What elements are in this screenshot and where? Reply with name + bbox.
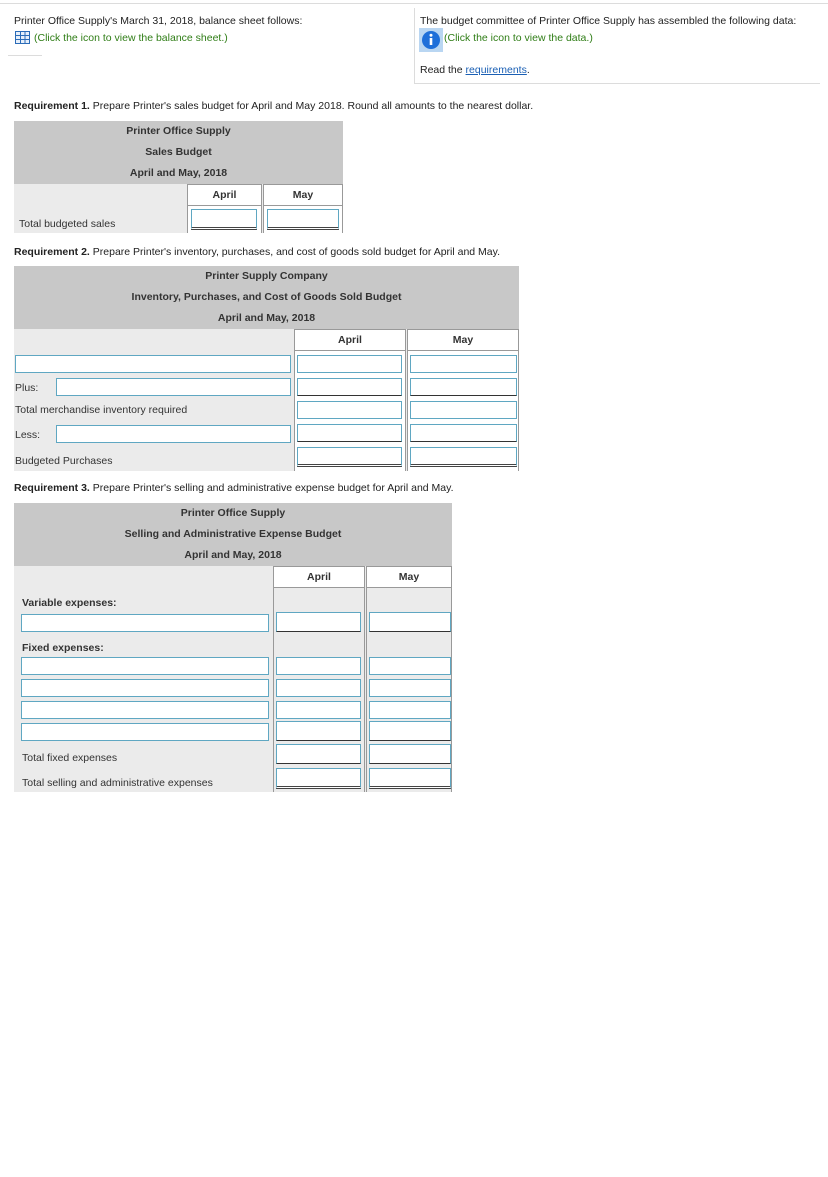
info-icon[interactable] (419, 28, 443, 52)
sa-fixed2-may-input[interactable] (369, 679, 451, 697)
top-divider (0, 3, 828, 4)
inventory-budget-header (14, 266, 519, 329)
balance-sheet-link[interactable]: (Click the icon to view the balance sheet.) (34, 32, 228, 44)
sa-fixed3-label-input[interactable] (21, 701, 269, 719)
req2-desc: Prepare Printer's inventory, purchases, and cost of goods sold budget for April and May. (89, 246, 501, 258)
budget-data-link[interactable]: (Click the icon to view the data.) (444, 32, 593, 44)
inv-budgeted-purchases-label: Budgeted Purchases (15, 455, 113, 467)
inv-row1-april-input[interactable] (297, 355, 402, 373)
req2-label: Requirement 2. (14, 246, 90, 258)
sales-april-input[interactable] (191, 209, 257, 230)
sa-fixed1-label-input[interactable] (21, 657, 269, 675)
sa-fixed-label: Fixed expenses: (22, 642, 104, 654)
right-panel-divider (414, 83, 820, 84)
sa-budget-header (14, 503, 452, 566)
inv-less-label-input[interactable] (56, 425, 291, 443)
inv-less-april-input[interactable] (297, 424, 402, 442)
sales-title-period: April and May, 2018 (129, 167, 228, 179)
sa-total-label: Total selling and administrative expenses (22, 777, 213, 789)
sa-title-budget: Selling and Administrative Expense Budget (124, 528, 342, 540)
inv-row1-label-input[interactable] (15, 355, 291, 373)
sa-fixed4-april-input[interactable] (276, 721, 361, 741)
inv-col-april: April (294, 329, 406, 351)
sa-variable-april-input[interactable] (276, 612, 361, 632)
inv-purchases-april-input[interactable] (297, 447, 402, 467)
left-panel-divider (8, 55, 42, 56)
sa-fixed4-label-input[interactable] (21, 723, 269, 741)
read-requirements (420, 64, 530, 76)
sales-may-input[interactable] (267, 209, 339, 230)
sales-col-april: April (187, 184, 262, 206)
sa-fixed3-may-input[interactable] (369, 701, 451, 719)
sales-budget-header (14, 121, 343, 184)
sa-fixed4-may-input[interactable] (369, 721, 451, 741)
inv-plus-label: Plus: (15, 382, 39, 394)
sa-total-april-input[interactable] (276, 768, 361, 789)
inv-purchases-may-input[interactable] (410, 447, 517, 467)
sa-fixed1-may-input[interactable] (369, 657, 451, 675)
sa-col-april: April (273, 566, 365, 588)
sa-total-may-input[interactable] (369, 768, 451, 789)
inv-less-may-input[interactable] (410, 424, 517, 442)
sa-col-may: May (366, 566, 452, 588)
req1-desc: Prepare Printer's sales budget for April and May 2018. Round all amounts to the nearest dollar. (89, 100, 534, 112)
sa-fixed2-april-input[interactable] (276, 679, 361, 697)
sa-variable-label-input[interactable] (21, 614, 269, 632)
panel-divider (414, 8, 415, 84)
sa-fixed2-label-input[interactable] (21, 679, 269, 697)
balance-sheet-intro: Printer Office Supply's March 31, 2018, balance sheet follows: (14, 15, 303, 27)
inv-total-april-input[interactable] (297, 401, 402, 419)
sa-total-fixed-april-input[interactable] (276, 744, 361, 764)
sa-title-period: April and May, 2018 (184, 549, 282, 561)
req3-desc: Prepare Printer's selling and administrative expense budget for April and May. (89, 482, 454, 494)
sa-title-company: Printer Office Supply (180, 507, 286, 519)
req1-label: Requirement 1. (14, 100, 90, 112)
inv-title-budget: Inventory, Purchases, and Cost of Goods Sold Budget (131, 291, 402, 303)
requirement-2-text (14, 246, 500, 258)
budget-data-intro: The budget committee of Printer Office Supply has assembled the following data: (420, 15, 797, 27)
requirement-3-text (14, 482, 454, 494)
sa-variable-label: Variable expenses: (22, 597, 117, 609)
table-grid-icon[interactable] (15, 31, 30, 44)
inv-total-may-input[interactable] (410, 401, 517, 419)
inv-less-label: Less: (15, 429, 41, 441)
sales-total-label: Total budgeted sales (19, 218, 116, 230)
inv-col-may: May (407, 329, 519, 351)
read-prefix: Read the (420, 64, 466, 76)
inv-title-period: April and May, 2018 (217, 312, 316, 324)
read-suffix: . (526, 64, 530, 76)
inv-plus-april-input[interactable] (297, 378, 402, 396)
requirements-link[interactable]: requirements (465, 64, 527, 76)
sa-variable-may-input[interactable] (369, 612, 451, 632)
sales-title-budget: Sales Budget (145, 146, 212, 158)
inv-plus-label-input[interactable] (56, 378, 291, 396)
sales-col-may: May (263, 184, 343, 206)
sales-title-company: Printer Office Supply (126, 125, 231, 137)
inv-title-company: Printer Supply Company (205, 270, 328, 282)
inv-total-required-label: Total merchandise inventory required (15, 404, 188, 416)
sa-fixed3-april-input[interactable] (276, 701, 361, 719)
inv-row1-may-input[interactable] (410, 355, 517, 373)
sa-total-fixed-may-input[interactable] (369, 744, 451, 764)
inv-plus-may-input[interactable] (410, 378, 517, 396)
requirement-1-text (14, 100, 533, 112)
req3-label: Requirement 3. (14, 482, 90, 494)
sa-fixed1-april-input[interactable] (276, 657, 361, 675)
sa-total-fixed-label: Total fixed expenses (22, 752, 118, 764)
